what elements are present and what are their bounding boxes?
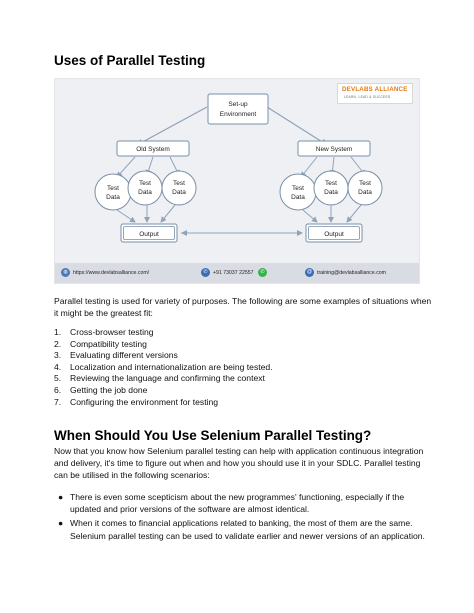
list-item <box>54 327 434 339</box>
list-item <box>54 397 434 409</box>
test-data-old-1 <box>95 174 131 210</box>
test-label: Test <box>173 180 185 187</box>
arrow-test3-to-output-old <box>161 205 175 222</box>
website-text: https://www.devlabsalliance.com/ <box>73 270 150 276</box>
list-item <box>54 339 434 351</box>
test-label: Test <box>107 185 119 192</box>
list-number: 1. <box>54 327 62 337</box>
bullet: ● <box>58 492 64 502</box>
arrow-new-to-test1 <box>301 157 317 177</box>
list-number: 3. <box>54 350 62 361</box>
list-item <box>54 362 434 374</box>
compare-arrow-back <box>181 230 187 236</box>
phone-icon: ✆ <box>201 268 210 277</box>
list-text: Cross-browser testing <box>70 327 154 337</box>
diagram-svg <box>55 79 421 285</box>
setup-environment-box <box>208 94 268 124</box>
list-item <box>54 373 434 385</box>
list-number: 6. <box>54 384 62 395</box>
data-label: Data <box>324 189 338 196</box>
test-data-new-2 <box>314 171 348 205</box>
arrow-test1-to-output-old <box>117 210 135 222</box>
setup-label-line2: Environment <box>219 111 257 118</box>
new-system-label: New System <box>315 146 353 153</box>
footer-phone <box>201 267 270 279</box>
list-number: 4. <box>54 361 62 372</box>
test-data-new-3 <box>348 171 382 205</box>
arrow-old-to-test1 <box>117 157 135 177</box>
email-text: training@devlabsalliance.com <box>317 270 386 276</box>
data-label: Data <box>138 189 152 196</box>
logo-tagline: LEARN, LEAD & SUCCEED <box>344 95 391 99</box>
uses-list <box>54 327 434 408</box>
test-label: Test <box>359 180 371 187</box>
logo-brand: DEVLABS ALLIANCE <box>342 86 408 93</box>
footer-email <box>305 267 386 279</box>
heading-uses-of-parallel-testing: Uses of Parallel Testing <box>54 53 206 68</box>
figure-footer-bar <box>55 263 419 283</box>
output-new-label: Output <box>324 231 344 238</box>
output-old-label: Output <box>139 231 159 238</box>
heading-when-to-use: When Should You Use Selenium Parallel Testing? <box>54 428 372 443</box>
data-label: Data <box>291 194 305 201</box>
when-paragraph: Now that you know how Selenium parallel testing can help with application continuous integration and delivery, it's time to figure out when and how you should use it in your SDLC. Parallel testing can be utilised in the following scenarios: <box>54 446 424 481</box>
list-text: Getting the job done <box>70 384 148 395</box>
list-text: Configuring the environment for testing <box>70 396 219 407</box>
list-text: Reviewing the language and confirming the context <box>70 373 265 384</box>
arrow-setup-to-new <box>267 107 327 145</box>
list-item <box>54 350 434 362</box>
arrow-test3-to-output-new <box>347 205 361 222</box>
list-item <box>54 491 434 515</box>
bullet: ● <box>58 518 64 529</box>
list-item <box>54 385 434 397</box>
data-label: Data <box>172 189 186 196</box>
list-number: 7. <box>54 396 62 407</box>
globe-icon: ◍ <box>61 268 70 277</box>
test-label: Test <box>292 185 304 192</box>
email-icon: @ <box>306 269 313 276</box>
old-system-label: Old System <box>136 146 170 153</box>
arrow-test1-to-output-new <box>303 210 317 222</box>
parallel-testing-diagram <box>54 78 420 284</box>
whatsapp-icon: ✆ <box>258 268 267 277</box>
list-text: There is even some scepticism about the new programmes' functioning, especially if the updated and prior versions of the software are almost identical. <box>70 492 405 515</box>
test-data-new-1 <box>280 174 316 210</box>
footer-website <box>61 267 149 279</box>
list-text: Localization and internationalization are being tested. <box>70 361 273 372</box>
list-number: 2. <box>54 338 62 349</box>
test-label: Test <box>325 180 337 187</box>
data-label: Data <box>358 189 372 196</box>
arrow-setup-to-old <box>137 107 207 145</box>
list-text: When it comes to financial applications related to banking, the most of them are the same. Selenium parallel testing can be used to validate earlier and newer versions of an application. <box>70 518 425 541</box>
list-number: 5. <box>54 373 62 384</box>
test-data-old-2 <box>128 171 162 205</box>
list-text: Compatibility testing <box>70 338 147 349</box>
test-data-old-3 <box>162 171 196 205</box>
phone-text: +91 73037 22557 <box>213 270 254 276</box>
devlabs-logo <box>337 83 413 104</box>
data-label: Data <box>106 194 120 201</box>
list-item <box>54 517 434 541</box>
list-text: Evaluating different versions <box>70 350 178 361</box>
when-list <box>54 491 434 544</box>
intro-paragraph: Parallel testing is used for variety of purposes. The following are some examples of situations when it might be the greatest fit: <box>54 296 432 319</box>
test-label: Test <box>139 180 151 187</box>
setup-label-line1: Set-up <box>228 101 248 108</box>
